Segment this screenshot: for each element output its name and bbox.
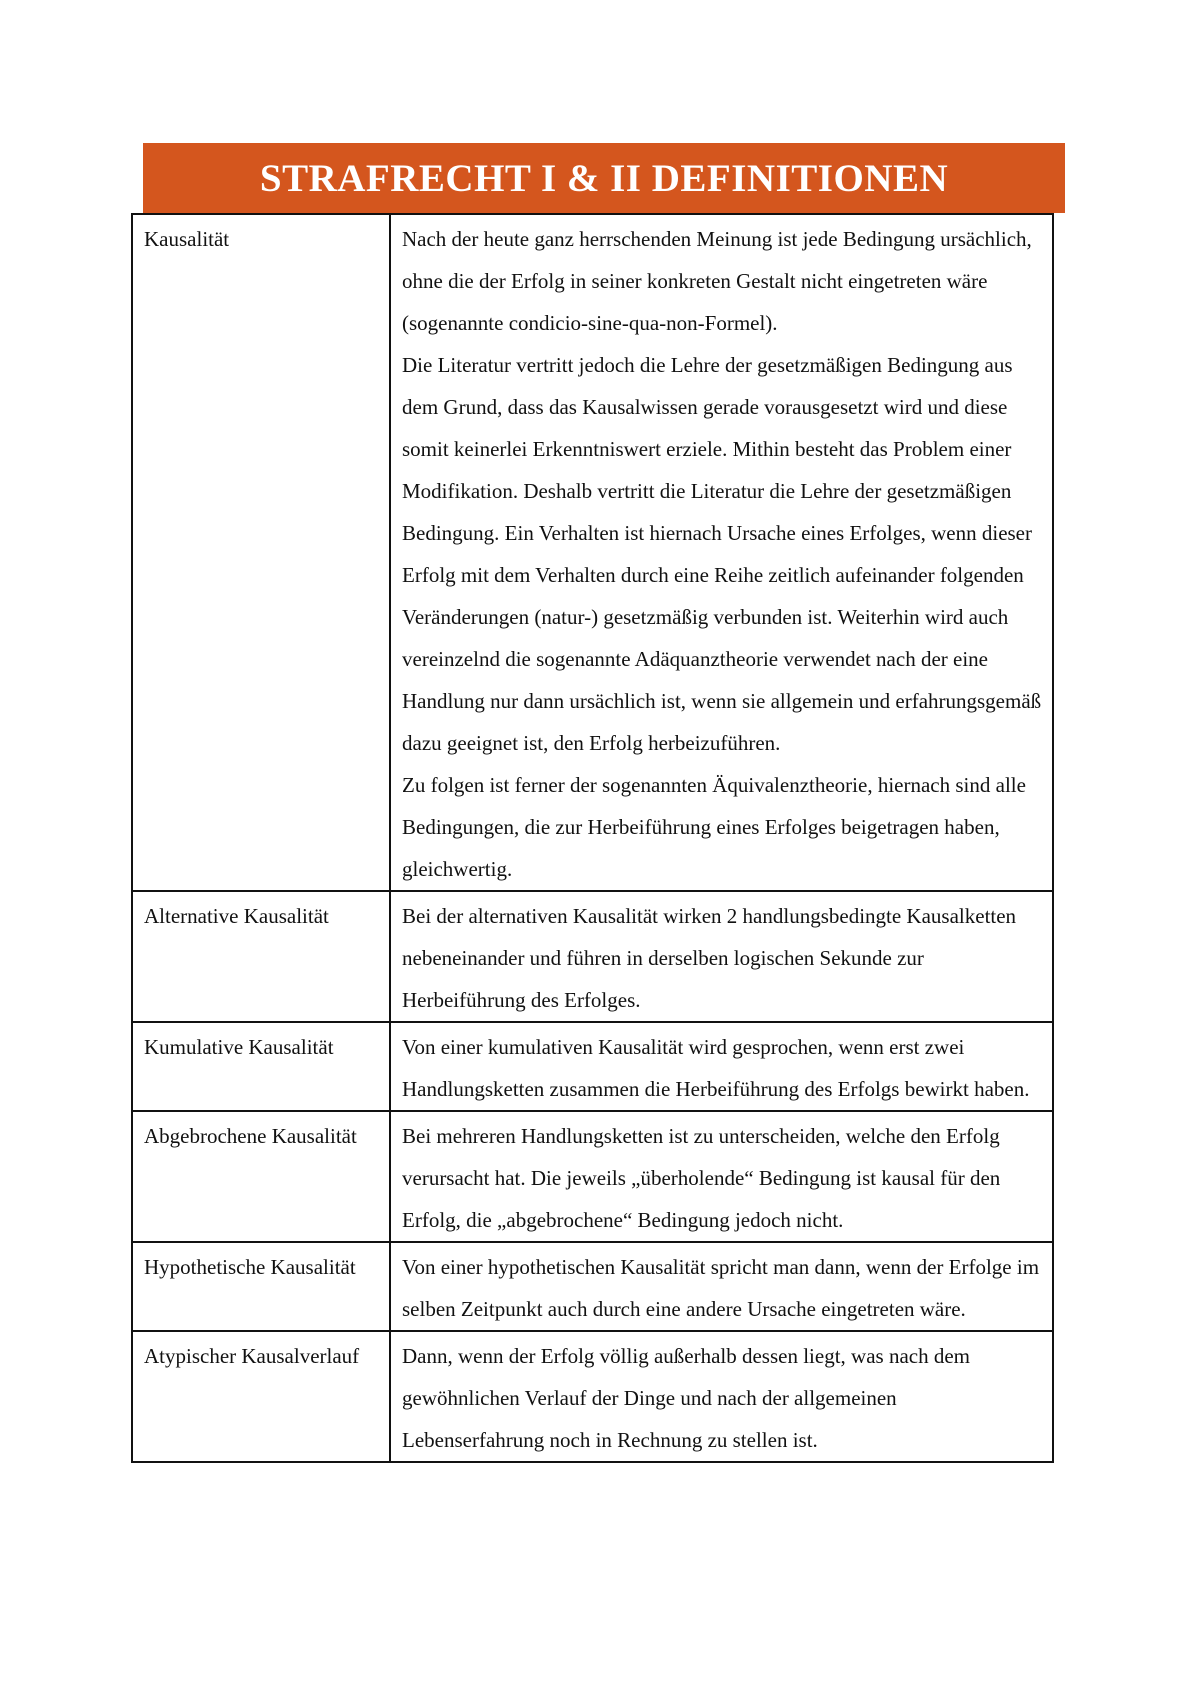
definition-cell: [390, 214, 1053, 891]
table-row: [132, 214, 1053, 891]
definition-paragraph: Bei mehreren Handlungsketten ist zu unterscheiden, welche den Erfolg verursacht hat. Die jeweils „überholende“ Bedingung ist kausal für den Erfolg, die „abgebrochene“ Bedingung jedoch nicht.: [402, 1124, 1001, 1232]
definition-paragraph: Die Literatur vertritt jedoch die Lehre der gesetzmäßigen Bedingung aus dem Grund, dass das Kausalwissen gerade vorausgesetzt wird und diese somit keinerlei Erkenntniswert erziele. Mithin besteht das Problem einer Modifikation. Deshalb vertritt die Literatur die Lehre der gesetzmäßigen Bedingung. Ein Verhalten ist hiernach Ursache eines Erfolges, wenn dieser Erfolg mit dem Verhalten durch eine Reihe zeitlich aufeinander folgenden Veränderungen (natur-) gesetzmäßig verbunden ist. Weiterhin wird auch vereinzelnd die sogenannte Adäquanztheorie verwendet nach der eine Handlung nur dann ursächlich ist, wenn sie allgemein und erfahrungsgemäß dazu geeignet ist, den Erfolg herbeizuführen.: [402, 353, 1042, 755]
term-cell: Alternative Kausalität: [132, 891, 390, 1022]
definition-paragraph: Von einer kumulativen Kausalität wird gesprochen, wenn erst zwei Handlungsketten zusammen die Herbeiführung des Erfolgs bewirkt haben.: [402, 1035, 1030, 1101]
term-cell: Hypothetische Kausalität: [132, 1242, 390, 1331]
definition-cell: [390, 1242, 1053, 1331]
table-row: [132, 1242, 1053, 1331]
definition-paragraph: Dann, wenn der Erfolg völlig außerhalb dessen liegt, was nach dem gewöhnlichen Verlauf der Dinge und nach der allgemeinen Lebenserfahrung noch in Rechnung zu stellen ist.: [402, 1344, 970, 1452]
definition-cell: [390, 1022, 1053, 1111]
definition-paragraph: Von einer hypothetischen Kausalität spricht man dann, wenn der Erfolge im selben Zeitpunkt auch durch eine andere Ursache eingetreten wäre.: [402, 1255, 1040, 1321]
term-cell: Abgebrochene Kausalität: [132, 1111, 390, 1242]
term-cell: Kausalität: [132, 214, 390, 891]
definition-paragraph: Zu folgen ist ferner der sogenannten Äquivalenztheorie, hiernach sind alle Bedingungen, die zur Herbeiführung eines Erfolges beigetragen haben, gleichwertig.: [402, 773, 1026, 881]
table-row: [132, 891, 1053, 1022]
definition-cell: [390, 1331, 1053, 1462]
definition-paragraph: Nach der heute ganz herrschenden Meinung ist jede Bedingung ursächlich, ohne die der Erfolg in seiner konkreten Gestalt nicht eingetreten wäre (sogenannte condicio-sine-qua-non-Formel).: [402, 227, 1032, 335]
definitions-table: [131, 213, 1054, 1463]
term-cell: Kumulative Kausalität: [132, 1022, 390, 1111]
definition-cell: [390, 891, 1053, 1022]
table-row: [132, 1331, 1053, 1462]
term-cell: Atypischer Kausalverlauf: [132, 1331, 390, 1462]
definition-paragraph: Bei der alternativen Kausalität wirken 2 handlungsbedingte Kausalketten nebeneinander und führen in derselben logischen Sekunde zur Herbeiführung des Erfolges.: [402, 904, 1017, 1012]
definition-cell: [390, 1111, 1053, 1242]
title-banner: [143, 143, 1065, 213]
table-row: [132, 1111, 1053, 1242]
table-row: [132, 1022, 1053, 1111]
page-title: STRAFRECHT I & II DEFINITIONEN: [259, 156, 949, 200]
